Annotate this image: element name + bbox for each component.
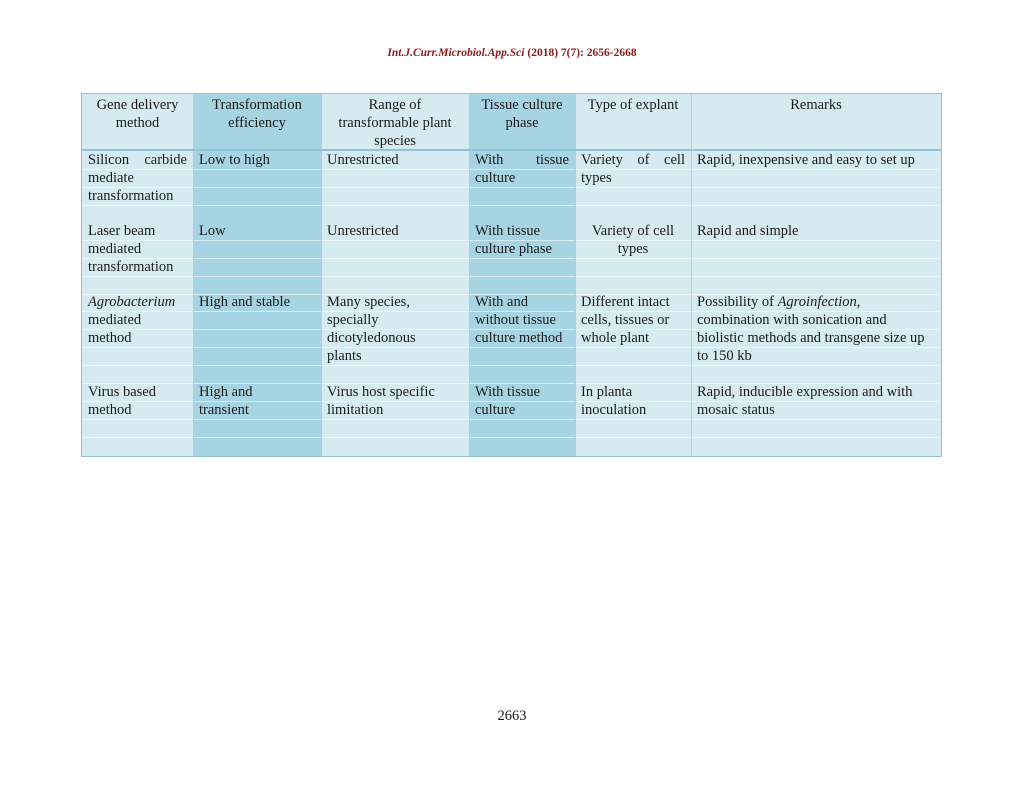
column-header: Range of transformable plant species	[338, 97, 452, 149]
method-cell: Virus based method	[88, 384, 156, 418]
phase-cell: With and without tissue culture method	[475, 294, 563, 346]
range-cell: Unrestricted	[327, 223, 399, 239]
phase-cell: With tissue culture phase	[475, 223, 552, 257]
explant-cell: In planta inoculation	[581, 384, 647, 418]
phase-cell: With tissue culture	[475, 384, 541, 418]
remarks-cell	[691, 293, 941, 365]
method-cell: Laser beam mediated transformation	[88, 223, 174, 275]
range-cell: Unrestricted	[327, 152, 399, 168]
efficiency-cell: High and transient	[199, 384, 253, 418]
range-cell: Virus host specific limitation	[327, 384, 435, 418]
method-line: Silicon carbide mediate transformation	[88, 152, 187, 204]
journal-header	[0, 47, 1024, 59]
column-header: Gene delivery method	[96, 97, 179, 131]
phase-cell: With tissue culture	[475, 152, 569, 186]
explant-cell: Variety of cell types	[581, 152, 685, 186]
efficiency-cell: Low	[199, 223, 226, 239]
remarks-cell: Rapid and simple	[697, 223, 799, 239]
journal-name: Int.J.Curr.Microbiol.App.Sci	[387, 47, 525, 59]
method-cell	[82, 151, 193, 205]
remarks-cell: Rapid, inexpensive and easy to set up	[697, 152, 915, 168]
column-header: Type of explant	[587, 97, 679, 113]
efficiency-cell: High and stable	[199, 294, 291, 310]
explant-cell: Variety of cell types	[591, 223, 675, 257]
remarks-italic: Agroinfection	[777, 294, 857, 310]
method-italic: Agrobacterium	[88, 294, 176, 310]
journal-citation: (2018) 7(7): 2656-2668	[527, 47, 637, 59]
remarks-post: , combination with sonication and biolistic methods and transgene size up to 150 kb	[697, 294, 925, 364]
range-cell: Many species, specially dicotyledonous plants	[327, 294, 416, 364]
method-rest: mediated method	[88, 312, 142, 346]
column-header: Remarks	[790, 97, 842, 113]
remarks-pre: Possibility of	[697, 294, 774, 310]
remarks-cell: Rapid, inducible expression and with mosaic status	[697, 384, 913, 418]
column-header: Tissue culture phase	[481, 97, 563, 131]
column-header: Transformation efficiency	[212, 97, 302, 131]
efficiency-cell: Low to high	[199, 152, 270, 168]
page-number: 2663	[497, 708, 527, 724]
comparison-table	[81, 93, 942, 457]
explant-cell: Different intact cells, tissues or whole plant	[581, 294, 670, 346]
method-cell	[82, 293, 193, 347]
